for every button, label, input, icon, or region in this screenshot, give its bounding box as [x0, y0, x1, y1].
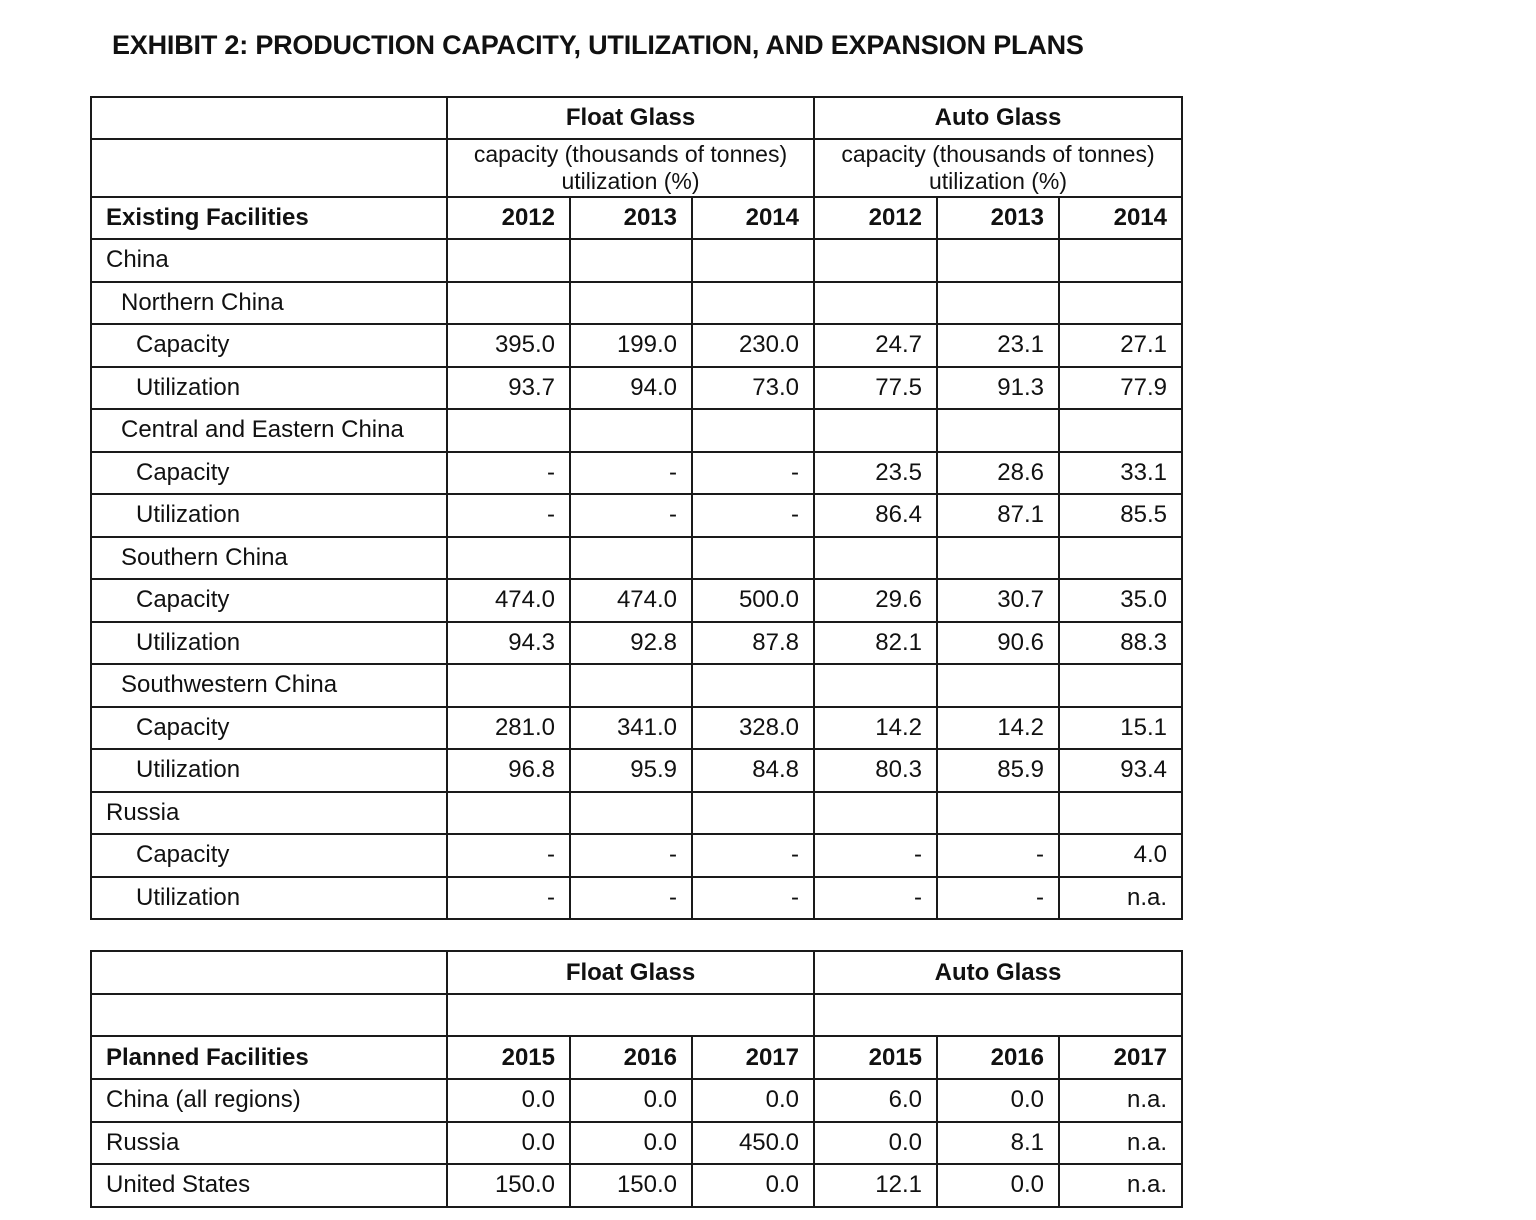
table-row [91, 324, 1182, 367]
table-cell: 73.0 [692, 367, 814, 410]
table-row [91, 707, 1182, 750]
table-row [91, 537, 1182, 580]
table-row [91, 749, 1182, 792]
table-cell: 199.0 [570, 324, 692, 367]
table-cell: 4.0 [1059, 834, 1182, 877]
table-cell: 88.3 [1059, 622, 1182, 665]
table-cell: 0.0 [447, 1122, 570, 1165]
table-cell: 94.0 [570, 367, 692, 410]
table-cell: 94.3 [447, 622, 570, 665]
year-header: 2016 [937, 1036, 1059, 1079]
table-cell [570, 792, 692, 835]
table-row [91, 1164, 1182, 1207]
table-cell: 0.0 [692, 1079, 814, 1122]
blank-cell [814, 994, 1182, 1036]
table-cell [1059, 409, 1182, 452]
row-label: Capacity [91, 707, 447, 750]
table-cell: 0.0 [937, 1164, 1059, 1207]
table-cell: n.a. [1059, 1122, 1182, 1165]
table-cell: - [570, 494, 692, 537]
table-cell: - [447, 834, 570, 877]
table-cell: 0.0 [814, 1122, 937, 1165]
table-cell: 341.0 [570, 707, 692, 750]
exhibit-title: EXHIBIT 2: PRODUCTION CAPACITY, UTILIZATION, AND EXPANSION PLANS [112, 30, 1084, 60]
table-cell [814, 792, 937, 835]
table-cell: - [937, 877, 1059, 920]
table-cell: 0.0 [937, 1079, 1059, 1122]
table-row [91, 792, 1182, 835]
blank-cell [91, 951, 447, 994]
table-cell: 14.2 [937, 707, 1059, 750]
table-cell [447, 239, 570, 282]
table-cell: 33.1 [1059, 452, 1182, 495]
table-cell: 85.9 [937, 749, 1059, 792]
table-row [91, 834, 1182, 877]
table-cell: - [447, 877, 570, 920]
table-cell: 12.1 [814, 1164, 937, 1207]
table-cell [692, 282, 814, 325]
table-cell [937, 239, 1059, 282]
table-cell: 96.8 [447, 749, 570, 792]
year-header: 2015 [814, 1036, 937, 1079]
table-cell [814, 409, 937, 452]
table-cell: 87.1 [937, 494, 1059, 537]
year-header: 2016 [570, 1036, 692, 1079]
table-cell [570, 239, 692, 282]
table-row [91, 664, 1182, 707]
table-cell: 150.0 [570, 1164, 692, 1207]
table-cell: - [937, 834, 1059, 877]
blank-cell [91, 139, 447, 197]
table-cell: 84.8 [692, 749, 814, 792]
existing-facilities-table [90, 96, 1183, 920]
table-cell [814, 239, 937, 282]
year-header-row [91, 1036, 1182, 1079]
table-cell: 8.1 [937, 1122, 1059, 1165]
table-cell: 0.0 [570, 1122, 692, 1165]
table-row [91, 494, 1182, 537]
table-cell: 92.8 [570, 622, 692, 665]
table-cell: n.a. [1059, 1164, 1182, 1207]
blank-row [91, 994, 1182, 1036]
table-cell: 82.1 [814, 622, 937, 665]
year-header-row [91, 197, 1182, 239]
planned-facilities-table [90, 950, 1183, 1208]
year-header: 2013 [937, 197, 1059, 239]
table-cell: 0.0 [692, 1164, 814, 1207]
table-cell [937, 282, 1059, 325]
auto-glass-header: Auto Glass [814, 951, 1182, 994]
table-cell: 28.6 [937, 452, 1059, 495]
float-utilization-unit: utilization (%) [561, 168, 700, 194]
table-cell: 90.6 [937, 622, 1059, 665]
row-label: China [91, 239, 447, 282]
table-cell: 450.0 [692, 1122, 814, 1165]
table-cell [692, 792, 814, 835]
group-header-row [91, 97, 1182, 139]
table-cell: 15.1 [1059, 707, 1182, 750]
table-cell [447, 537, 570, 580]
table-cell [570, 664, 692, 707]
table-cell: 93.4 [1059, 749, 1182, 792]
table-cell: - [570, 877, 692, 920]
table-cell [1059, 537, 1182, 580]
auto-glass-header: Auto Glass [814, 97, 1182, 139]
table-cell [1059, 239, 1182, 282]
table-cell: 95.9 [570, 749, 692, 792]
blank-cell [447, 994, 814, 1036]
table-cell: 24.7 [814, 324, 937, 367]
year-header: 2014 [692, 197, 814, 239]
table-row [91, 409, 1182, 452]
table-cell [570, 282, 692, 325]
table-cell: 6.0 [814, 1079, 937, 1122]
table-cell: 86.4 [814, 494, 937, 537]
table-cell: - [447, 452, 570, 495]
table-cell: 85.5 [1059, 494, 1182, 537]
table-cell: n.a. [1059, 1079, 1182, 1122]
table-cell [692, 409, 814, 452]
blank-cell [91, 97, 447, 139]
table-row [91, 622, 1182, 665]
table-cell [937, 792, 1059, 835]
table-cell: 328.0 [692, 707, 814, 750]
table-cell [692, 664, 814, 707]
table-cell [814, 537, 937, 580]
row-label: Capacity [91, 452, 447, 495]
table-row [91, 1122, 1182, 1165]
year-header: 2017 [692, 1036, 814, 1079]
float-glass-header: Float Glass [447, 951, 814, 994]
row-label: Utilization [91, 367, 447, 410]
row-label: Utilization [91, 877, 447, 920]
table-cell [814, 282, 937, 325]
row-label: Southwestern China [91, 664, 447, 707]
blank-cell [91, 994, 447, 1036]
row-label: Southern China [91, 537, 447, 580]
table-cell [692, 239, 814, 282]
table-cell [1059, 282, 1182, 325]
table-cell [937, 409, 1059, 452]
table-row [91, 1079, 1182, 1122]
year-header: 2015 [447, 1036, 570, 1079]
table-cell: 474.0 [570, 579, 692, 622]
row-label: China (all regions) [91, 1079, 447, 1122]
table-cell: 0.0 [447, 1079, 570, 1122]
table-cell: - [692, 452, 814, 495]
table-cell [937, 537, 1059, 580]
table-cell: - [692, 877, 814, 920]
table-cell: 23.5 [814, 452, 937, 495]
table-cell: 150.0 [447, 1164, 570, 1207]
table-cell: 27.1 [1059, 324, 1182, 367]
row-label: Russia [91, 1122, 447, 1165]
table-cell [447, 664, 570, 707]
table-cell [447, 282, 570, 325]
table-row [91, 877, 1182, 920]
row-label: Capacity [91, 324, 447, 367]
table-cell: 80.3 [814, 749, 937, 792]
table-cell: - [814, 834, 937, 877]
table-cell [447, 792, 570, 835]
float-glass-header: Float Glass [447, 97, 814, 139]
table-cell: 0.0 [570, 1079, 692, 1122]
table-cell: - [570, 452, 692, 495]
table-cell: n.a. [1059, 877, 1182, 920]
table-cell [937, 664, 1059, 707]
table-cell [447, 409, 570, 452]
float-capacity-unit: capacity (thousands of tonnes) [473, 141, 788, 167]
row-label: United States [91, 1164, 447, 1207]
auto-glass-units [814, 139, 1182, 197]
year-header: 2012 [814, 197, 937, 239]
row-label: Utilization [91, 622, 447, 665]
table-row [91, 239, 1182, 282]
table-cell: 230.0 [692, 324, 814, 367]
table-cell [692, 537, 814, 580]
table-cell: 77.5 [814, 367, 937, 410]
table-cell: - [570, 834, 692, 877]
table-cell: 93.7 [447, 367, 570, 410]
float-glass-units [447, 139, 814, 197]
table-cell [570, 409, 692, 452]
table-row [91, 367, 1182, 410]
table-cell: - [814, 877, 937, 920]
table-cell: 23.1 [937, 324, 1059, 367]
row-label: Utilization [91, 749, 447, 792]
table-cell: 29.6 [814, 579, 937, 622]
table-row [91, 282, 1182, 325]
units-row [91, 139, 1182, 197]
year-header: 2013 [570, 197, 692, 239]
table-cell [814, 664, 937, 707]
row-label: Northern China [91, 282, 447, 325]
existing-facilities-label: Existing Facilities [91, 197, 447, 239]
table-cell: 87.8 [692, 622, 814, 665]
table-cell: 14.2 [814, 707, 937, 750]
table-cell [1059, 664, 1182, 707]
year-header: 2014 [1059, 197, 1182, 239]
table-cell: - [692, 494, 814, 537]
row-label: Central and Eastern China [91, 409, 447, 452]
row-label: Capacity [91, 579, 447, 622]
table-cell: 30.7 [937, 579, 1059, 622]
auto-utilization-unit: utilization (%) [928, 168, 1068, 194]
year-header: 2012 [447, 197, 570, 239]
auto-capacity-unit: capacity (thousands of tonnes) [841, 141, 1155, 167]
row-label: Russia [91, 792, 447, 835]
table-cell: 395.0 [447, 324, 570, 367]
table-cell: - [692, 834, 814, 877]
table-cell [1059, 792, 1182, 835]
table-cell [570, 537, 692, 580]
row-label: Utilization [91, 494, 447, 537]
group-header-row [91, 951, 1182, 994]
table-cell: - [447, 494, 570, 537]
row-label: Capacity [91, 834, 447, 877]
table-cell: 474.0 [447, 579, 570, 622]
table-row [91, 579, 1182, 622]
table-cell: 500.0 [692, 579, 814, 622]
table-cell: 35.0 [1059, 579, 1182, 622]
planned-facilities-label: Planned Facilities [91, 1036, 447, 1079]
table-cell: 77.9 [1059, 367, 1182, 410]
table-cell: 91.3 [937, 367, 1059, 410]
table-cell: 281.0 [447, 707, 570, 750]
table-row [91, 452, 1182, 495]
year-header: 2017 [1059, 1036, 1182, 1079]
